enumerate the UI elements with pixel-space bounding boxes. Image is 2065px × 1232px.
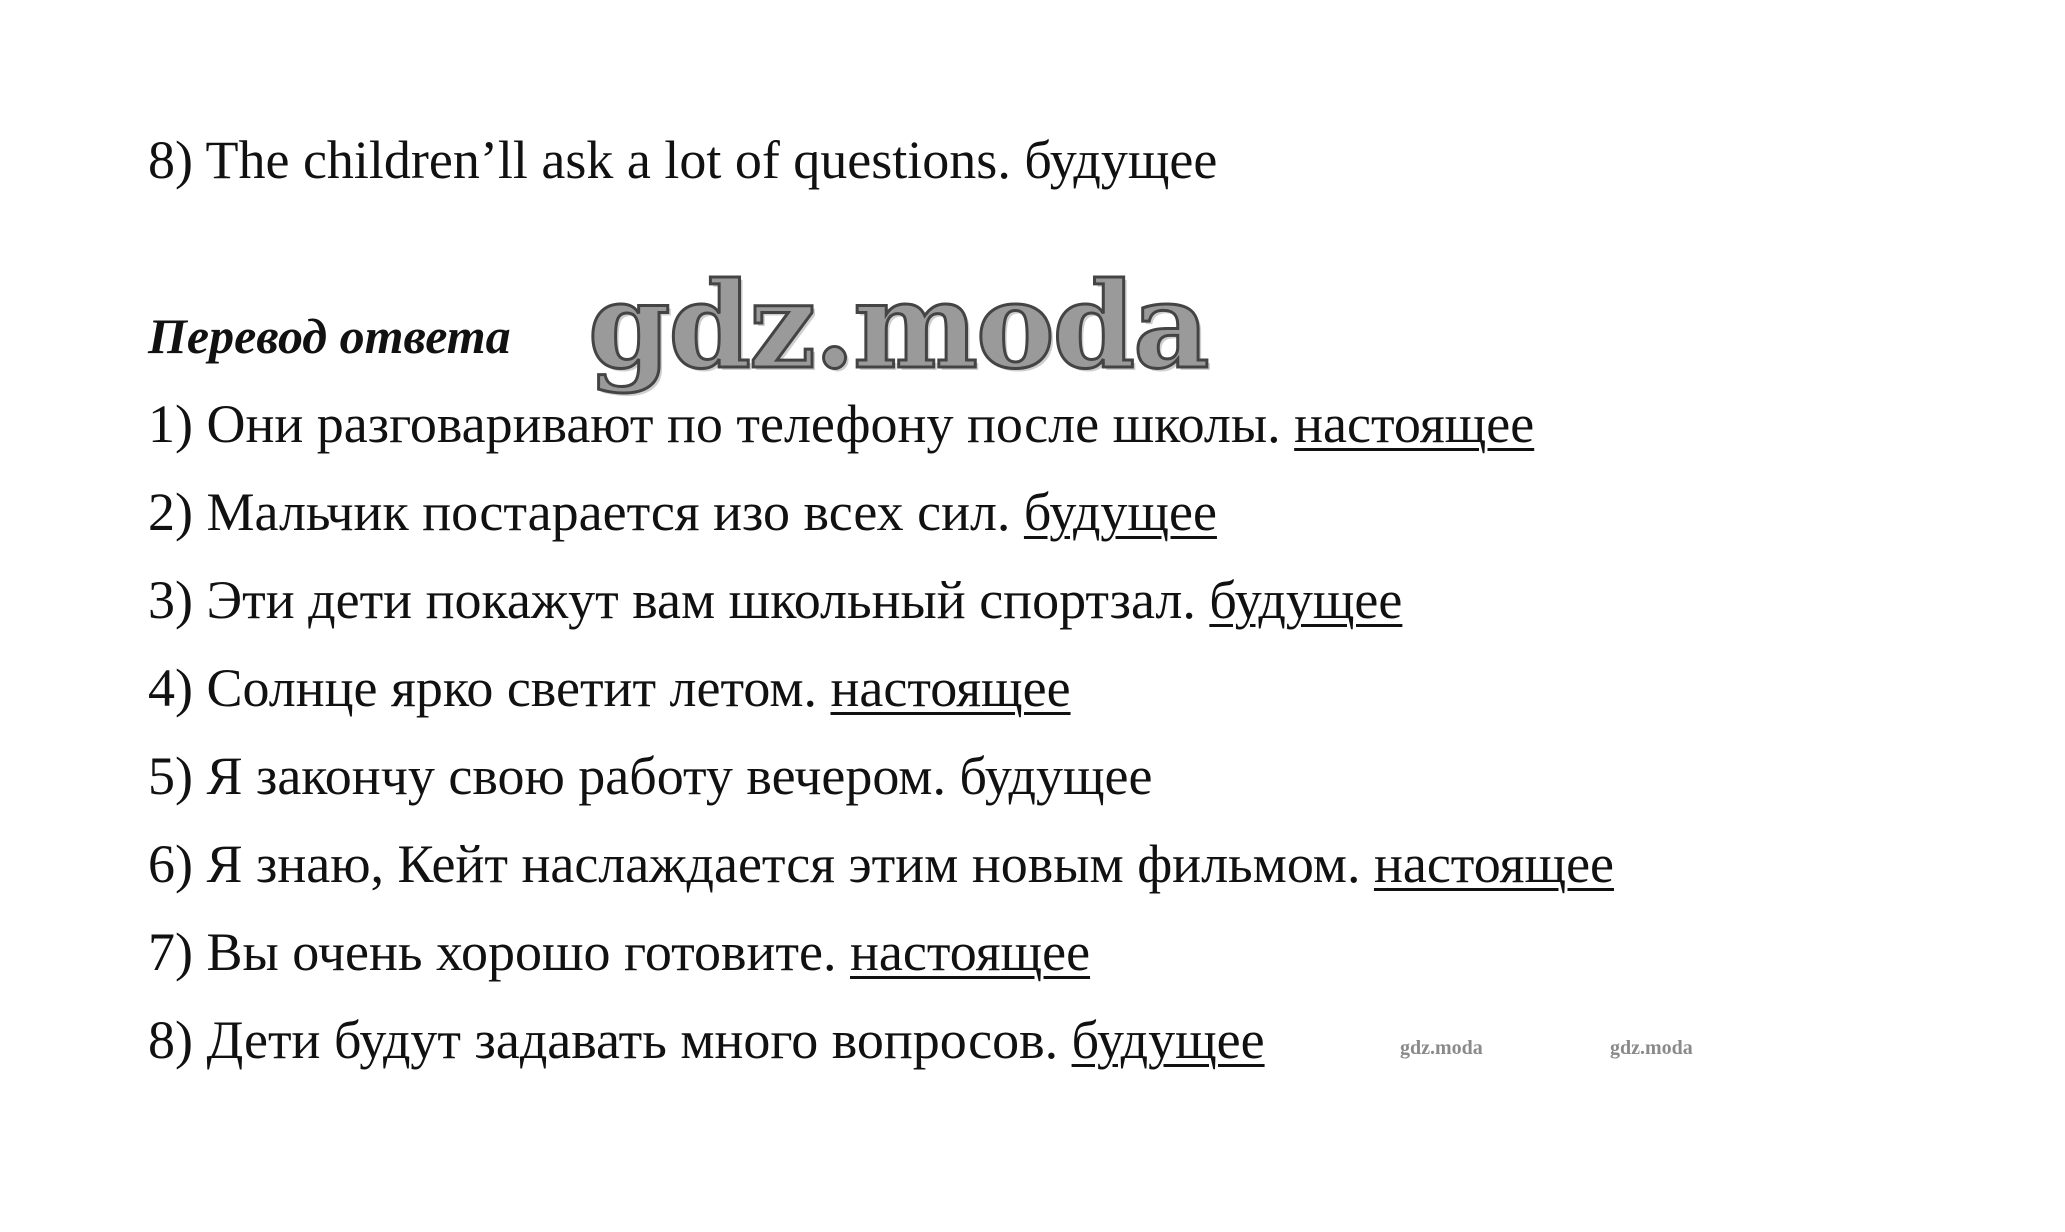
tense-label: настоящее <box>1373 834 1615 894</box>
translation-text: 3) Эти дети покажут вам школьный спортзал. <box>148 570 1196 630</box>
translation-text: 5) Я закончу свою работу вечером. <box>148 746 946 806</box>
tense-label: будущее <box>1023 482 1217 542</box>
tense-label: будущее <box>1071 1010 1265 1070</box>
translation-text: 7) Вы очень хорошо готовите. <box>148 922 837 982</box>
translation-line <box>148 392 1534 456</box>
tense-label: настоящее <box>1294 394 1535 454</box>
translation-line <box>148 744 1153 808</box>
translation-line <box>148 656 1071 720</box>
tense-label: будущее <box>959 746 1153 806</box>
translation-line <box>148 568 1402 632</box>
tense-label: настоящее <box>850 922 1091 982</box>
translation-heading: Перевод ответа <box>148 308 511 364</box>
tense-label: будущее <box>1209 570 1403 630</box>
sentence-text: 8) The children’ll ask a lot of questions. <box>148 130 1011 190</box>
translation-text: 4) Солнце ярко светит летом. <box>148 658 817 718</box>
tense-label: настоящее <box>830 658 1071 718</box>
translation-line <box>148 1008 1265 1072</box>
watermark-small: gdz.moda <box>1610 1037 1693 1059</box>
translation-line <box>148 920 1090 984</box>
translation-text: 6) Я знаю, Кейт наслаждается этим новым фильмом. <box>148 834 1361 894</box>
watermark-small: gdz.moda <box>1400 1037 1483 1059</box>
translation-line <box>148 480 1217 544</box>
tense-label: будущее <box>1024 130 1218 190</box>
translation-text: 8) Дети будут задавать много вопросов. <box>148 1010 1059 1070</box>
watermark-logo: gdz.moda <box>588 256 1208 395</box>
english-sentence-8 <box>148 128 1217 192</box>
translation-text: 2) Мальчик постарается изо всех сил. <box>148 482 1011 542</box>
translation-text: 1) Они разговаривают по телефону после школы. <box>148 394 1281 454</box>
translation-line <box>148 832 1614 896</box>
